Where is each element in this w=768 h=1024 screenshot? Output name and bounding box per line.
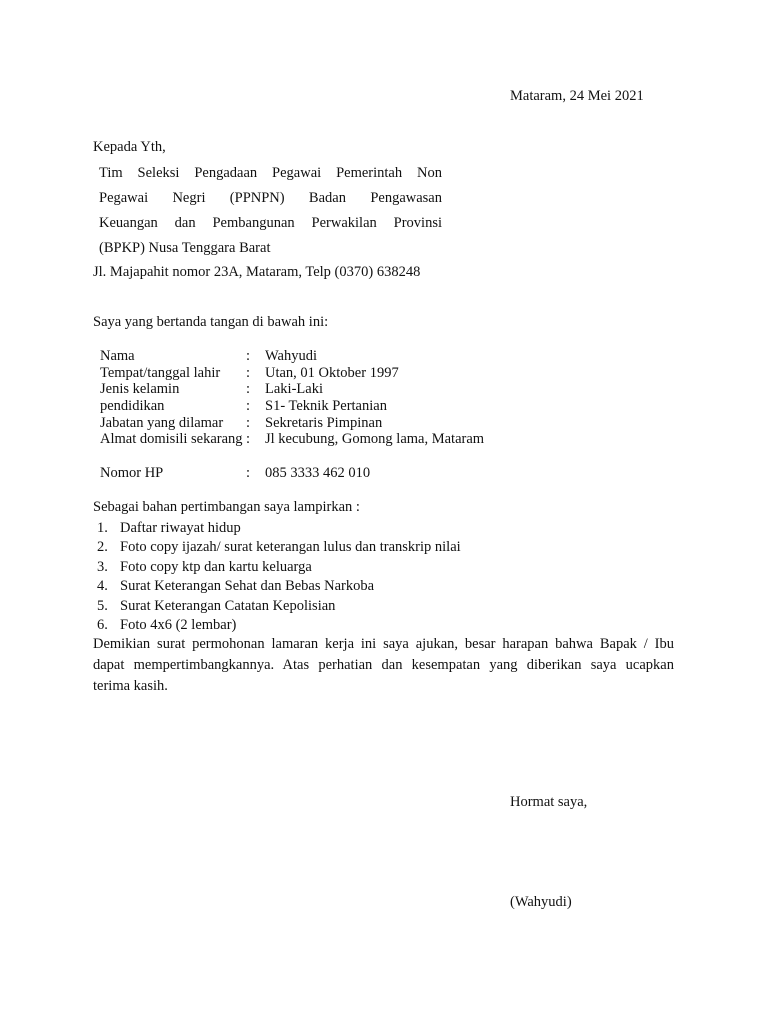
list-text: Foto 4x6 (2 lembar) <box>120 616 237 633</box>
data-colon: : <box>246 431 251 448</box>
data-value: S1- Teknik Pertanian <box>265 398 387 415</box>
data-row-position <box>100 415 520 432</box>
attachments-list <box>97 519 461 635</box>
data-colon: : <box>246 364 251 381</box>
closing-line: dapat mempertimbangkannya. Atas perhatian dan kesempatan yang diberikan saya ucapkan <box>93 657 674 673</box>
recipient-line: Keuangan dan Pembangunan Perwakilan Provinsi <box>99 215 442 231</box>
list-item <box>97 519 461 538</box>
list-text: Foto copy ktp dan kartu keluarga <box>120 558 312 575</box>
recipient-line: Tim Seleksi Pengadaan Pegawai Pemerintah Non <box>99 165 442 181</box>
list-item <box>97 616 461 635</box>
data-label: Jabatan yang dilamar <box>100 414 224 431</box>
list-text: Foto copy ijazah/ surat keterangan lulus dan transkrip nilai <box>120 539 461 556</box>
data-row-name <box>100 348 520 365</box>
data-row-gender <box>100 381 520 398</box>
regards-text: Hormat saya, <box>510 794 588 810</box>
data-label: pendidikan <box>100 398 165 415</box>
personal-data-table <box>100 348 520 482</box>
list-number: 6. <box>97 616 108 633</box>
data-label: Nama <box>100 348 135 364</box>
recipient-line: Pegawai Negri (PPNPN) Badan Pengawasan <box>99 190 442 206</box>
data-value: Wahyudi <box>265 348 317 364</box>
salutation: Kepada Yth, <box>93 139 166 155</box>
list-item <box>97 558 461 577</box>
list-text: Surat Keterangan Sehat dan Bebas Narkoba <box>120 578 375 595</box>
recipient-address: Jl. Majapahit nomor 23A, Mataram, Telp (0370) 638248 <box>93 264 421 280</box>
intro-text: Saya yang bertanda tangan di bawah ini: <box>93 314 329 330</box>
data-value: 085 3333 462 010 <box>265 464 371 481</box>
closing-line: terima kasih. <box>93 678 168 694</box>
list-number: 3. <box>97 558 108 575</box>
data-value: Utan, 01 Oktober 1997 <box>265 364 399 381</box>
data-value: Sekretaris Pimpinan <box>265 414 383 431</box>
data-row-phone <box>100 465 520 482</box>
data-label: Nomor HP <box>100 464 164 481</box>
list-text: Daftar riwayat hidup <box>120 520 241 536</box>
list-item <box>97 538 461 557</box>
list-number: 5. <box>97 597 108 614</box>
recipient-line: (BPKP) Nusa Tenggara Barat <box>99 240 271 256</box>
data-colon: : <box>246 414 251 431</box>
list-text: Surat Keterangan Catatan Kepolisian <box>120 597 336 614</box>
list-number: 4. <box>97 578 108 595</box>
list-number: 2. <box>97 539 108 556</box>
closing-paragraph <box>93 634 674 697</box>
closing-line: Demikian surat permohonan lamaran kerja ini saya ajukan, besar harapan bahwa Bapak / Ibu <box>93 636 674 652</box>
data-row-birth <box>100 365 520 382</box>
data-label: Jenis kelamin <box>100 381 180 398</box>
list-number: 1. <box>97 520 108 536</box>
data-colon: : <box>246 348 251 364</box>
list-item <box>97 577 461 596</box>
attachments-intro: Sebagai bahan pertimbangan saya lampirkan : <box>93 499 360 515</box>
data-label: Almat domisili sekarang <box>100 431 243 448</box>
data-value: Jl kecubung, Gomong lama, Mataram <box>265 431 485 448</box>
signature-name: (Wahyudi) <box>510 894 572 910</box>
data-colon: : <box>246 398 251 415</box>
data-colon: : <box>246 464 251 481</box>
list-item <box>97 597 461 616</box>
data-value: Laki-Laki <box>265 381 323 398</box>
recipient-block <box>99 161 442 261</box>
letter-date: Mataram, 24 Mei 2021 <box>510 88 644 104</box>
data-label: Tempat/tanggal lahir <box>100 364 221 381</box>
data-row-education <box>100 398 520 415</box>
data-colon: : <box>246 381 251 398</box>
data-row-domicile <box>100 431 520 464</box>
